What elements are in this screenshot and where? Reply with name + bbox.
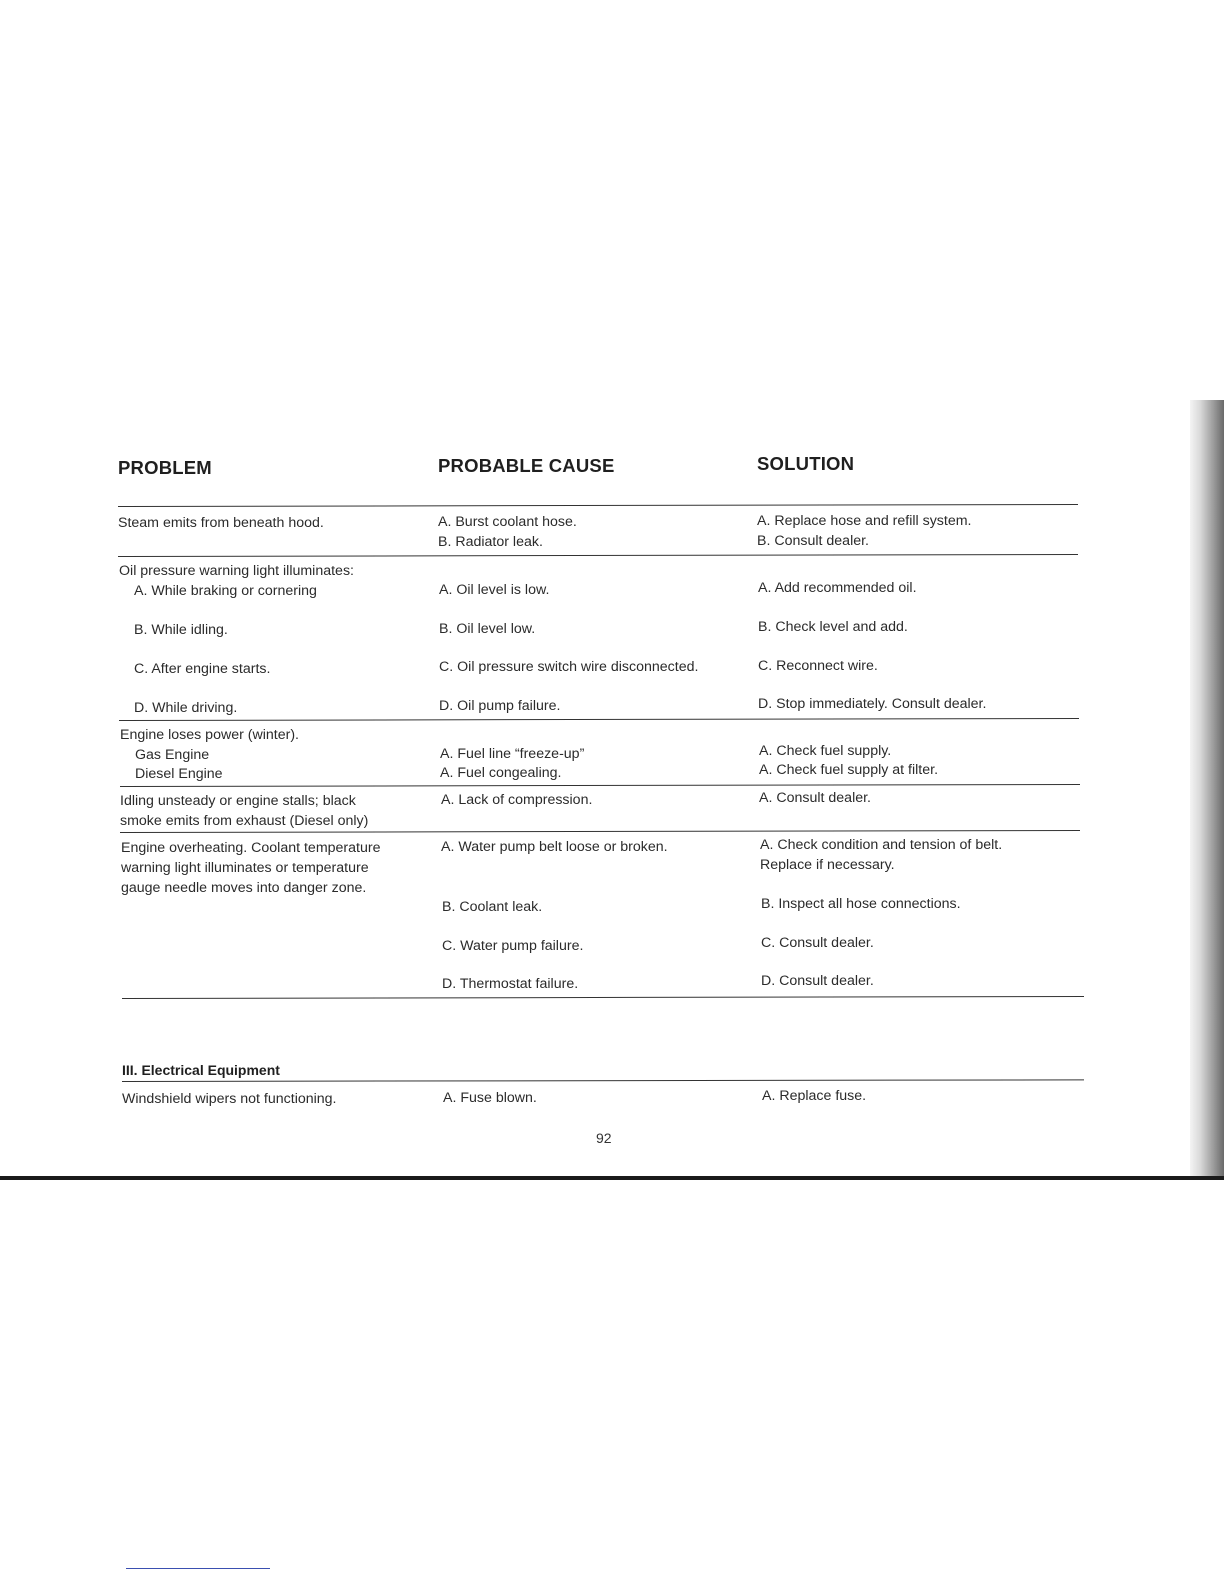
cause-overheat-d: D. Thermostat failure. [442,976,579,992]
solution-steam-a: A. Replace hose and refill system. [757,513,972,529]
problem-oil-sub-c: C. After engine starts. [134,661,271,677]
header-solution: SOLUTION [757,453,855,474]
problem-oil-sub-b: B. While idling. [134,622,228,638]
section-title-electrical: III. Electrical Equipment [122,1062,280,1078]
footnote-rule [126,1568,270,1569]
page-number: 92 [596,1130,612,1146]
problem-oil-sub-d: D. While driving. [134,700,238,716]
header-problem: PROBLEM [118,457,212,478]
cause-wipers: A. Fuse blown. [443,1090,537,1106]
cause-oil-a: A. Oil level is low. [439,582,550,598]
problem-overheat-line1: Engine overheating. Coolant temperature [121,840,381,856]
solution-overheat-c: C. Consult dealer. [761,935,874,951]
problem-steam: Steam emits from beneath hood. [118,515,324,531]
cause-power-diesel: A. Fuel congealing. [440,765,562,781]
solution-oil-c: C. Reconnect wire. [758,658,878,674]
solution-idle: A. Consult dealer. [759,790,871,806]
problem-power-gas: Gas Engine [135,747,210,763]
solution-power-gas: A. Check fuel supply. [759,743,892,759]
header-probable-cause: PROBABLE CAUSE [438,455,615,476]
solution-oil-a: A. Add recommended oil. [758,580,917,596]
solution-oil-d: D. Stop immediately. Consult dealer. [758,696,987,712]
solution-wipers: A. Replace fuse. [762,1088,867,1104]
cause-oil-c: C. Oil pressure switch wire disconnected. [439,659,699,675]
solution-overheat-a: A. Check condition and tension of belt. [760,837,1003,853]
problem-idle-line1: Idling unsteady or engine stalls; black [120,793,356,809]
problem-idle-line2: smoke emits from exhaust (Diesel only) [120,813,369,829]
solution-oil-b: B. Check level and add. [758,619,908,635]
cause-oil-b: B. Oil level low. [439,621,536,637]
solution-overheat-a-cont: Replace if necessary. [760,857,895,873]
problem-wipers: Windshield wipers not functioning. [122,1091,337,1107]
problem-oil: Oil pressure warning light illuminates: [119,563,354,579]
cause-oil-d: D. Oil pump failure. [439,698,561,714]
cause-overheat-c: C. Water pump failure. [442,938,584,954]
solution-steam-b: B. Consult dealer. [757,533,869,549]
cause-overheat-b: B. Coolant leak. [442,899,543,915]
cause-power-gas: A. Fuel line “freeze-up” [440,746,585,762]
page-edge-shadow [1190,400,1224,1178]
cause-overheat-a: A. Water pump belt loose or broken. [441,839,668,855]
solution-overheat-d: D. Consult dealer. [761,973,874,989]
problem-overheat-line2: warning light illuminates or temperature [121,860,369,876]
solution-overheat-b: B. Inspect all hose connections. [761,896,961,912]
cause-idle: A. Lack of compression. [441,792,593,808]
solution-power-diesel: A. Check fuel supply at filter. [759,762,939,778]
cause-steam-b: B. Radiator leak. [438,534,543,550]
problem-power: Engine loses power (winter). [120,727,299,743]
problem-overheat-line3: gauge needle moves into danger zone. [121,880,367,896]
problem-oil-sub-a: A. While braking or cornering [134,583,317,599]
page-bottom-edge [0,1176,1224,1180]
cause-steam-a: A. Burst coolant hose. [438,514,577,530]
problem-power-diesel: Diesel Engine [135,766,223,782]
